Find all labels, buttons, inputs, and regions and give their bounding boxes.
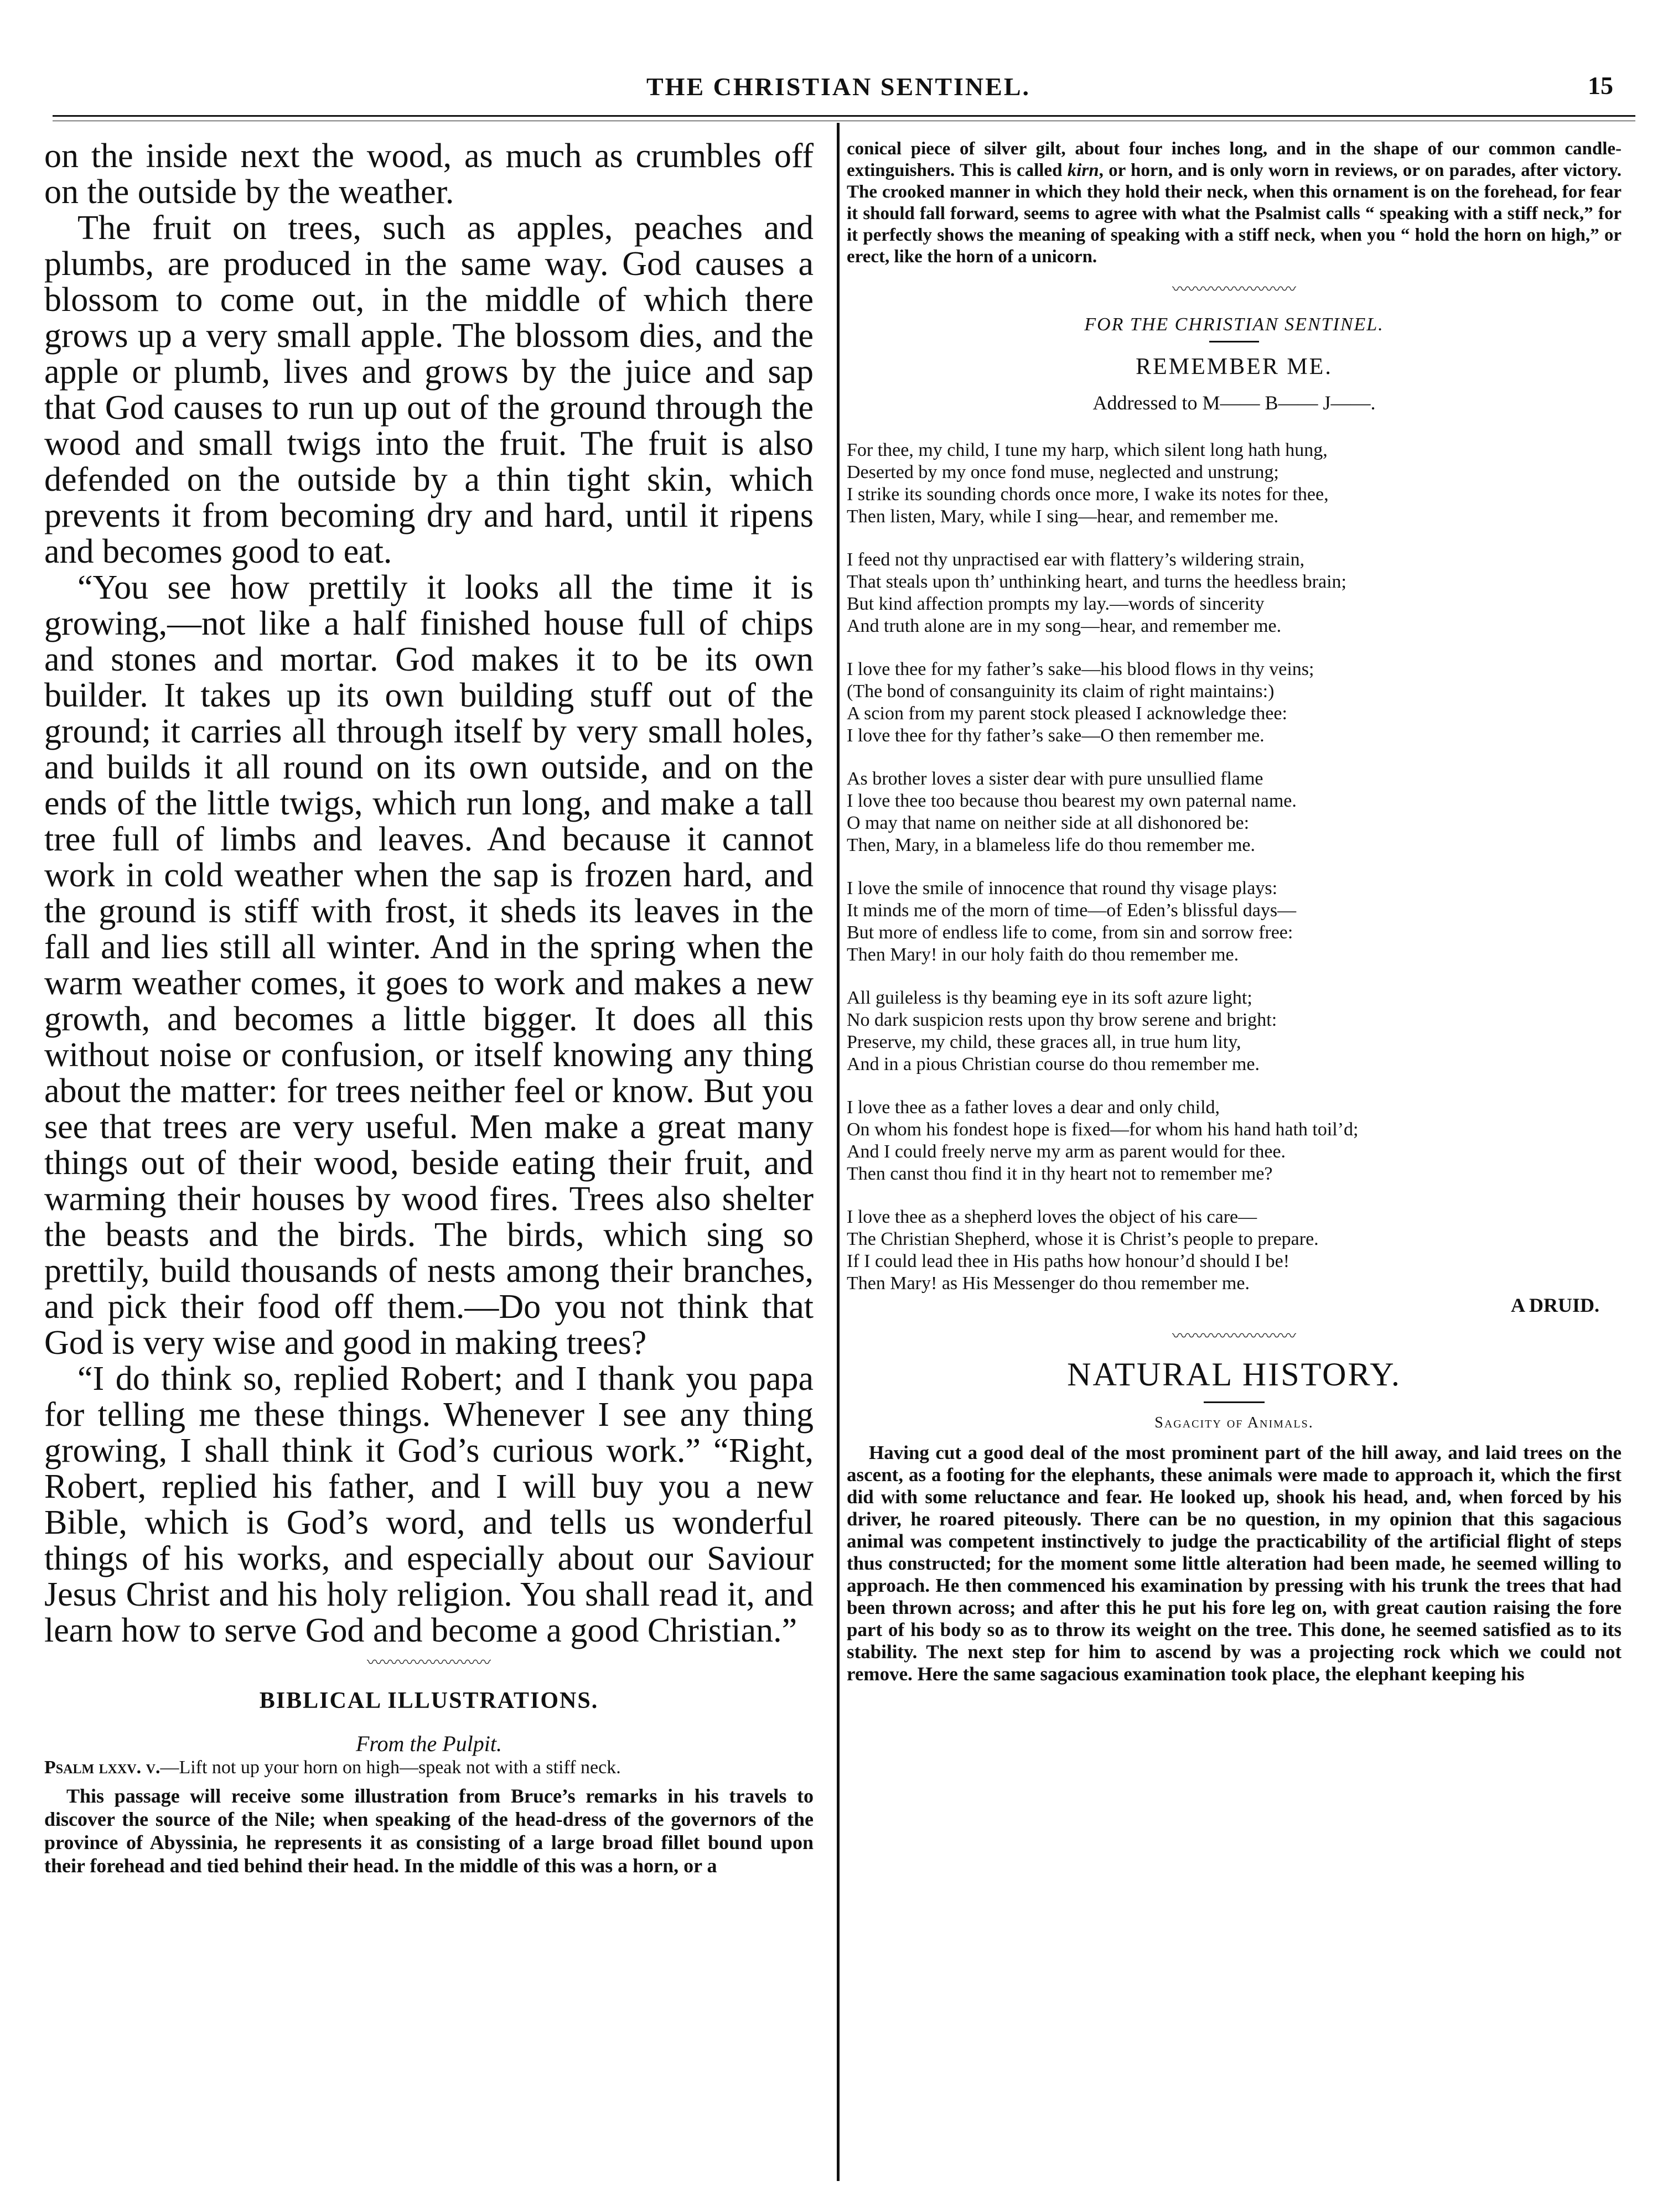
poem-line: I feed not thy unpractised ear with flattery’s wildering strain, <box>847 549 1305 570</box>
poem-line: And I could freely nerve my arm as parent would for thee. <box>847 1141 1286 1162</box>
poem-stanza <box>847 658 1622 747</box>
poem-stanza <box>847 987 1622 1076</box>
poem-source-line: FOR THE CHRISTIAN SENTINEL. <box>1084 314 1384 335</box>
poem-line: Then listen, Mary, while I sing—hear, and remember me. <box>847 506 1279 527</box>
poem-line: But kind affection prompts my lay.—words of sincerity <box>847 594 1265 614</box>
poem-line: Preserve, my child, these graces all, in true hum lity, <box>847 1032 1241 1052</box>
poem-line: Then Mary! in our holy faith do thou remember me. <box>847 944 1239 965</box>
poem-line: And in a pious Christian course do thou remember me. <box>847 1054 1260 1074</box>
ornamental-divider: 〰〰〰〰〰〰〰〰 <box>366 1653 491 1671</box>
poem-line: (The bond of consanguinity its claim of right maintains:) <box>847 681 1275 702</box>
section-heading: NATURAL HISTORY. <box>1067 1356 1401 1393</box>
poem-line: Then, Mary, in a blameless life do thou remember me. <box>847 835 1256 855</box>
section-subheading: From the Pulpit. <box>355 1731 503 1756</box>
body-paragraph: “You see how prettily it looks all the time it is growing,—not like a half finished house full of chips and stones and mortar. God makes it to be its own builder. It takes up its own building stuff out of the ground; it carries all through itself by very small holes, and builds it all round on its own outside, and on the ends of the little twigs, which run long, and make a tall tree full of limbs and leaves. And because it cannot work in cold weather when the sap is frozen hard, and the ground is stiff with frost, it sheds its leaves in the fall and lies still all winter. And in the spring when the warm weather comes, it goes to work and makes a new growth, and becomes a little bigger. It does all this without noise or confusion, or itself knowing any thing about the matter: for trees neither feel or know. But you see that trees are very useful. Men make a great many things out of their wood, beside eating their fruit, and warming their houses by wood fires. Trees also shelter the beasts and the birds. The birds, which sing so prettily, build thousands of nests among their branches, and pick their food off them.—Do you not think that God is very wise and good in making trees? <box>44 569 814 1362</box>
left-column <box>44 138 814 1877</box>
poem-line: O may that name on neither side at all dishonored be: <box>847 813 1250 833</box>
poem-line: A scion from my parent stock pleased I acknowledge thee: <box>847 703 1287 724</box>
running-title: THE CHRISTIAN SENTINEL. <box>646 72 1031 101</box>
poem-dedication: Addressed to M—— B—— J——. <box>1092 392 1376 414</box>
illustration-text: conical piece of silver gilt, about four inches long, and in the shape of our common candle-extinguishers. This is called <box>847 139 1622 180</box>
poem-stanza <box>847 1097 1622 1185</box>
natural-history-paragraph: Having cut a good deal of the most prominent part of the hill away, and laid trees on the ascent, as a footing for the elephants, these animals were made to approach it, which the first did with some reluctance and fear. He looked up, shook his head, and, when forced by his driver, he roared piteously. There can be no question, in my opinion that this sagacious animal was competent instinctively to judge the practicability of the artificial flight of steps thus constructed; for the moment some little alteration had been made, he seemed willing to approach. He then commenced his examination by pressing with his trunk the trees that had been thrown across; and after this he put his fore leg on, with great caution raising the fore part of his body so as to throw its weight on the tree. This done, he seemed satisfied as to its stability. The next step for him to ascend by was a projecting rock which we could not remove. Here the same sagacious examination took place, the elephant keeping his <box>847 1442 1622 1685</box>
poem-line: I love thee as a father loves a dear and only child, <box>847 1097 1220 1118</box>
poem-line: I strike its sounding chords once more, I wake its notes for thee, <box>847 484 1329 505</box>
psalm-text: —Lift not up your horn on high—speak not with a stiff neck. <box>160 1757 621 1778</box>
poem-line: I love thee too because thou bearest my own paternal name. <box>847 791 1297 811</box>
poem-stanza <box>847 549 1622 637</box>
short-rule <box>1204 1401 1265 1403</box>
poem-line: Deserted by my once fond muse, neglected and unstrung; <box>847 462 1279 482</box>
poem-line: No dark suspicion rests upon thy brow serene and bright: <box>847 1010 1277 1030</box>
poem-line: It minds me of the morn of time—of Eden’s blissful days— <box>847 900 1297 921</box>
body-paragraph: “I do think so, replied Robert; and I thank you papa for telling me these things. Whenever I see any thing growing, I shall think it God’s curious work.” “Right, Robert, replied his father, and I will buy you a new Bible, which is God’s word, and tells us wonderful things of his works, and especially about our Saviour Jesus Christ and his holy religion. You shall read it, and learn how to serve God and become a good Christian.” <box>44 1360 814 1649</box>
page-header <box>53 61 1624 116</box>
poem-stanza <box>847 1206 1622 1295</box>
poem-line: For thee, my child, I tune my harp, which silent long hath hung, <box>847 440 1328 460</box>
poem-line: If I could lead thee in His paths how honour’d should I be! <box>847 1251 1290 1271</box>
poem-line: As brother loves a sister dear with pure unsullied flame <box>847 769 1263 789</box>
poem-line: Then Mary! as His Messenger do thou remember me. <box>847 1273 1250 1294</box>
poem-stanza <box>847 439 1622 528</box>
right-column <box>847 138 1622 1685</box>
psalm-ref: Psalm lxxv. v. <box>44 1757 160 1778</box>
poem-line: On whom his fondest hope is fixed—for whom his hand hath toil’d; <box>847 1119 1359 1140</box>
section-heading: BIBLICAL ILLUSTRATIONS. <box>259 1688 599 1713</box>
ornamental-divider: 〰〰〰〰〰〰〰〰 <box>1172 1327 1296 1345</box>
poem-stanza <box>847 877 1622 966</box>
kirn-word: kirn <box>1067 160 1099 180</box>
poem-line: The Christian Shepherd, whose it is Christ’s people to prepare. <box>847 1229 1319 1249</box>
short-rule <box>1209 341 1259 342</box>
poem-stanza <box>847 768 1622 856</box>
poem-line: That steals upon th’ unthinking heart, and turns the heedless brain; <box>847 572 1346 592</box>
page-number: 15 <box>1588 71 1613 100</box>
body-paragraph: The fruit on trees, such as apples, peaches and plumbs, are produced in the same way. God causes a blossom to come out, in the middle of which there grows up a very small apple. The blossom dies, and the apple or plumb, lives and grows by the juice and sap that God causes to run up out of the ground through the wood and small twigs into the fruit. The fruit is also defended on the outside by a thin tight skin, which prevents it from becoming dry and hard, until it ripens and becomes good to eat. <box>44 209 814 570</box>
poem-line: All guileless is thy beaming eye in its soft azure light; <box>847 988 1252 1008</box>
scripture-reference <box>44 1757 814 1779</box>
header-double-rule <box>53 115 1635 121</box>
poem-line: I love the smile of innocence that round thy visage plays: <box>847 878 1278 899</box>
poem-line: Then canst thou find it in thy heart not to remember me? <box>847 1164 1273 1184</box>
ornamental-divider: 〰〰〰〰〰〰〰〰 <box>1172 280 1296 298</box>
illustration-text: , or horn, and is only worn in reviews, or on parades, after victory. The crooked manner in which they hold their neck, when this ornament is on the forehead, for fear it should fall forward, seems to agree with what the Psalmist calls “ speaking with a stiff neck,” for it perfectly shows the meaning of speaking with a stiff neck, when you “ hold the horn on high,” or erect, like the horn of a unicorn. <box>847 160 1622 267</box>
column-divider <box>837 123 840 2181</box>
poem-line: I love thee for thy father’s sake—O then remember me. <box>847 725 1265 746</box>
poem-line: And truth alone are in my song—hear, and remember me. <box>847 616 1282 636</box>
poem-line: I love thee as a shepherd loves the object of his care— <box>847 1207 1257 1227</box>
article-subheading: Sagacity of Animals. <box>1154 1414 1314 1431</box>
poem-line: But more of endless life to come, from sin and sorrow free: <box>847 922 1293 943</box>
poem-line: I love thee for my father’s sake—his blood flows in thy veins; <box>847 659 1314 679</box>
body-paragraph: on the inside next the wood, as much as crumbles off on the outside by the weather. <box>44 137 814 211</box>
illustration-continuation <box>847 138 1622 268</box>
poem-title: REMEMBER ME. <box>1136 354 1333 380</box>
illustration-paragraph: This passage will receive some illustration from Bruce’s remarks in his travels to discover the source of the Nile; when speaking of the head-dress of the governors of the province of Abyssinia, he represents it as consisting of a large broad fillet bound upon their forehead and tied behind their head. In the middle of this was a horn, or a <box>44 1785 814 1877</box>
poem-signature: A DRUID. <box>1510 1294 1599 1316</box>
